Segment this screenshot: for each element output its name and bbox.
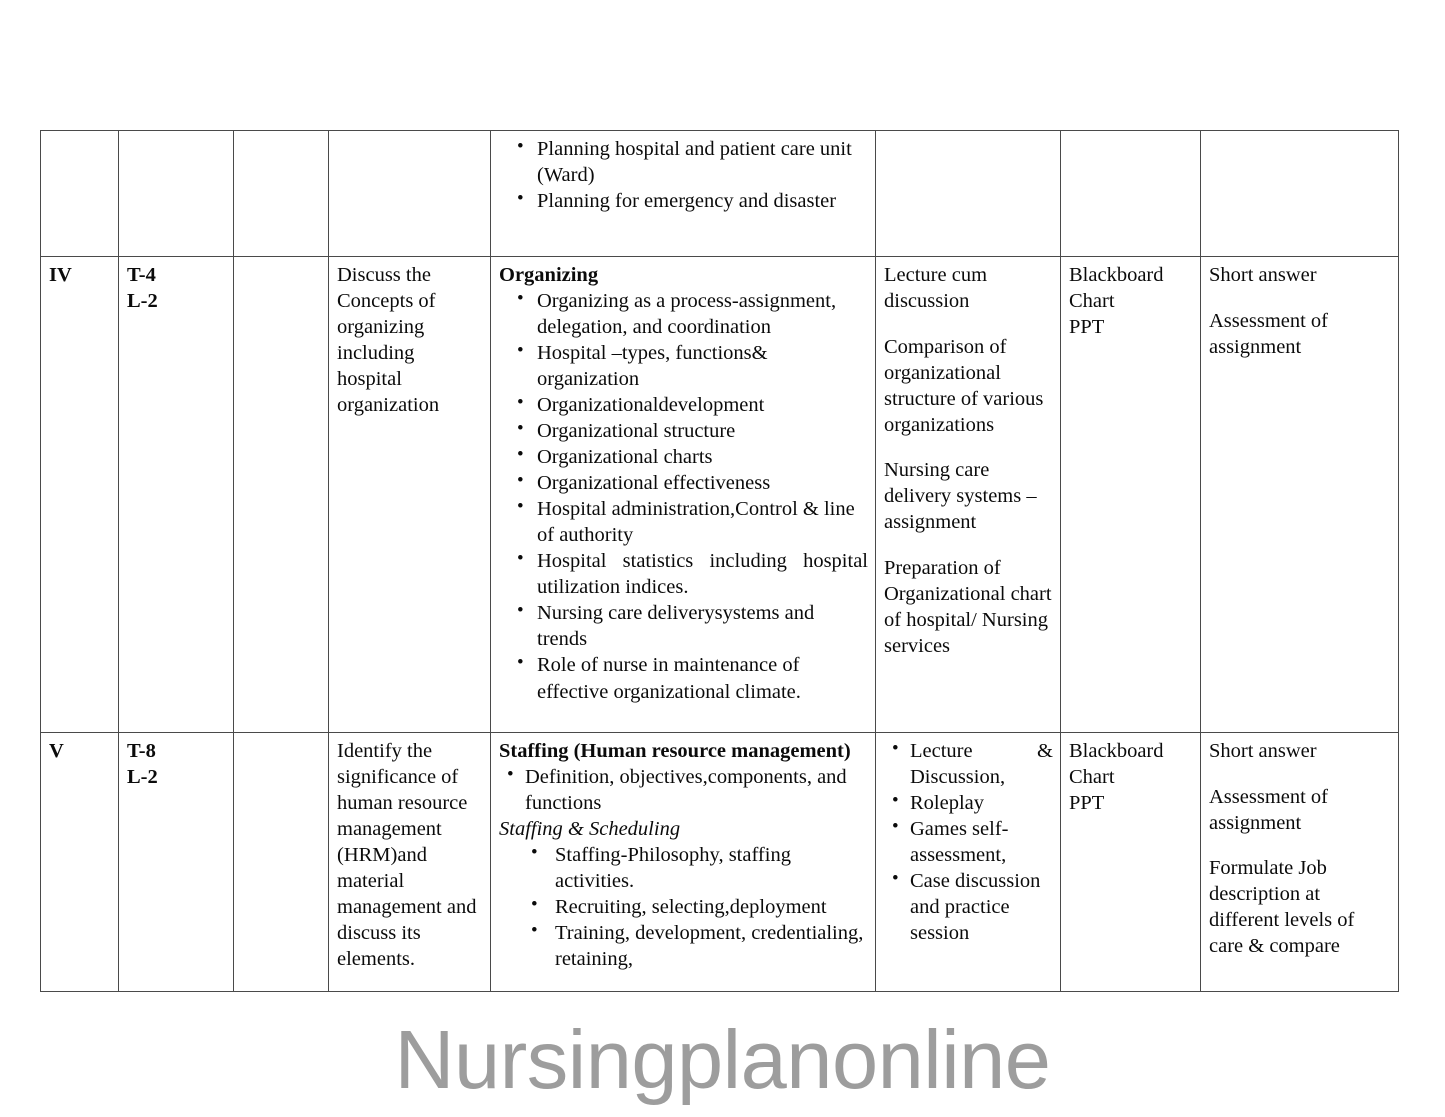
- list-item: • Hospital –types, functions& organization: [537, 340, 868, 392]
- list-item: • Planning hospital and patient care unit (Ward): [537, 136, 868, 188]
- list-item: • Case discussion and practice session: [910, 868, 1053, 946]
- cell-evaluation: [1201, 257, 1399, 733]
- method-text: Nursing care delivery systems – assignment: [884, 459, 1037, 534]
- objective-text: Discuss the Concepts of organizing including hospital organization: [337, 264, 440, 417]
- objective-text: Identify the significance of human resource management (HRM)and material management and discuss its elements.: [337, 740, 477, 971]
- cell-unit: [41, 131, 119, 257]
- aid-item: Blackboard: [1069, 264, 1164, 286]
- content-heading: Staffing (Human resource management): [499, 740, 851, 762]
- method-text: Comparison of organizational structure of various organizations: [884, 335, 1044, 436]
- evaluation-item: Short answer: [1209, 740, 1317, 762]
- watermark-text: Nursingplanonline: [394, 1013, 1051, 1106]
- aid-item: Chart: [1069, 290, 1115, 313]
- content-bullet-list: [499, 842, 868, 972]
- evaluation-item: Formulate Job description at different levels of care & compare: [1209, 857, 1355, 958]
- aid-item: PPT: [1069, 316, 1105, 339]
- spacer: [1209, 764, 1391, 783]
- content-bullet-list: [499, 288, 868, 705]
- cell-unit: [41, 733, 119, 992]
- cell-evaluation: [1201, 131, 1399, 257]
- cell-objectives: [329, 733, 491, 992]
- lab-hours: L-2: [127, 766, 158, 789]
- cell-content: [491, 131, 876, 257]
- cell-hours: [119, 257, 234, 733]
- unit-number: V: [49, 740, 64, 762]
- cell-av-aids: [1061, 131, 1201, 257]
- list-item: • Nursing care deliverysystems and trends: [537, 600, 868, 652]
- method-bullet-list: [884, 738, 1053, 946]
- cell-content: [491, 257, 876, 733]
- cell-hours: [119, 733, 234, 992]
- spacer: [884, 314, 1053, 333]
- cell-blank: [234, 257, 329, 733]
- list-item: • Training, development, credentialing, retaining,: [555, 920, 868, 972]
- theory-hours: T-4: [127, 264, 156, 286]
- spacer: [1209, 836, 1391, 855]
- list-item: • Games self-assessment,: [910, 816, 1053, 868]
- method-text: Lecture cum discussion: [884, 264, 988, 313]
- cell-av-aids: [1061, 257, 1201, 733]
- list-item: • Definition, objectives,components, and functions: [525, 764, 868, 816]
- theory-hours: T-8: [127, 740, 156, 762]
- content-bullet-list: [499, 136, 868, 214]
- list-item: • Hospital statistics including hospital utilization indices.: [537, 548, 868, 600]
- aid-item: Blackboard: [1069, 740, 1164, 762]
- list-item: • Organizational effectiveness: [537, 470, 868, 496]
- cell-unit: [41, 257, 119, 733]
- list-item: • Organizational charts: [537, 444, 868, 470]
- table-row: [41, 733, 1399, 992]
- syllabus-table: [40, 130, 1399, 992]
- list-item: • Staffing-Philosophy, staffing activities.: [555, 842, 868, 894]
- cell-objectives: [329, 257, 491, 733]
- list-item: • Roleplay: [910, 790, 1053, 816]
- cell-content: [491, 733, 876, 992]
- lab-hours: L-2: [127, 290, 158, 313]
- aid-item: Chart: [1069, 766, 1115, 789]
- table-row: [41, 131, 1399, 257]
- list-item: • Organizing as a process-assignment, delegation, and coordination: [537, 288, 868, 340]
- content-subheading: Staffing & Scheduling: [499, 818, 681, 841]
- table-row: [41, 257, 1399, 733]
- list-item: • Hospital administration,Control & line of authority: [537, 496, 868, 548]
- cell-blank: [234, 733, 329, 992]
- cell-teaching-method: [876, 733, 1061, 992]
- spacer: [1209, 288, 1391, 307]
- cell-hours: [119, 131, 234, 257]
- list-item: • Organizationaldevelopment: [537, 392, 868, 418]
- content-heading: Organizing: [499, 264, 599, 286]
- method-text: Preparation of Organizational chart of hospital/ Nursing services: [884, 556, 1052, 657]
- aid-item: PPT: [1069, 792, 1105, 815]
- list-item: • Planning for emergency and disaster: [537, 188, 868, 214]
- cell-teaching-method: [876, 257, 1061, 733]
- spacer: [884, 535, 1053, 554]
- cell-av-aids: [1061, 733, 1201, 992]
- list-item: • Lecture & Discussion,: [910, 738, 1053, 790]
- list-item: • Recruiting, selecting,deployment: [555, 894, 868, 920]
- cell-objectives: [329, 131, 491, 257]
- unit-number: IV: [49, 264, 72, 286]
- list-item: • Organizational structure: [537, 418, 868, 444]
- spacer: [884, 438, 1053, 457]
- list-item: • Role of nurse in maintenance of effective organizational climate.: [537, 652, 868, 704]
- evaluation-item: Short answer: [1209, 264, 1317, 286]
- evaluation-item: Assessment of assignment: [1209, 785, 1329, 834]
- cell-evaluation: [1201, 733, 1399, 992]
- cell-blank: [234, 131, 329, 257]
- evaluation-item: Assessment of assignment: [1209, 309, 1329, 358]
- cell-teaching-method: [876, 131, 1061, 257]
- content-bullet-list-top: [499, 764, 868, 816]
